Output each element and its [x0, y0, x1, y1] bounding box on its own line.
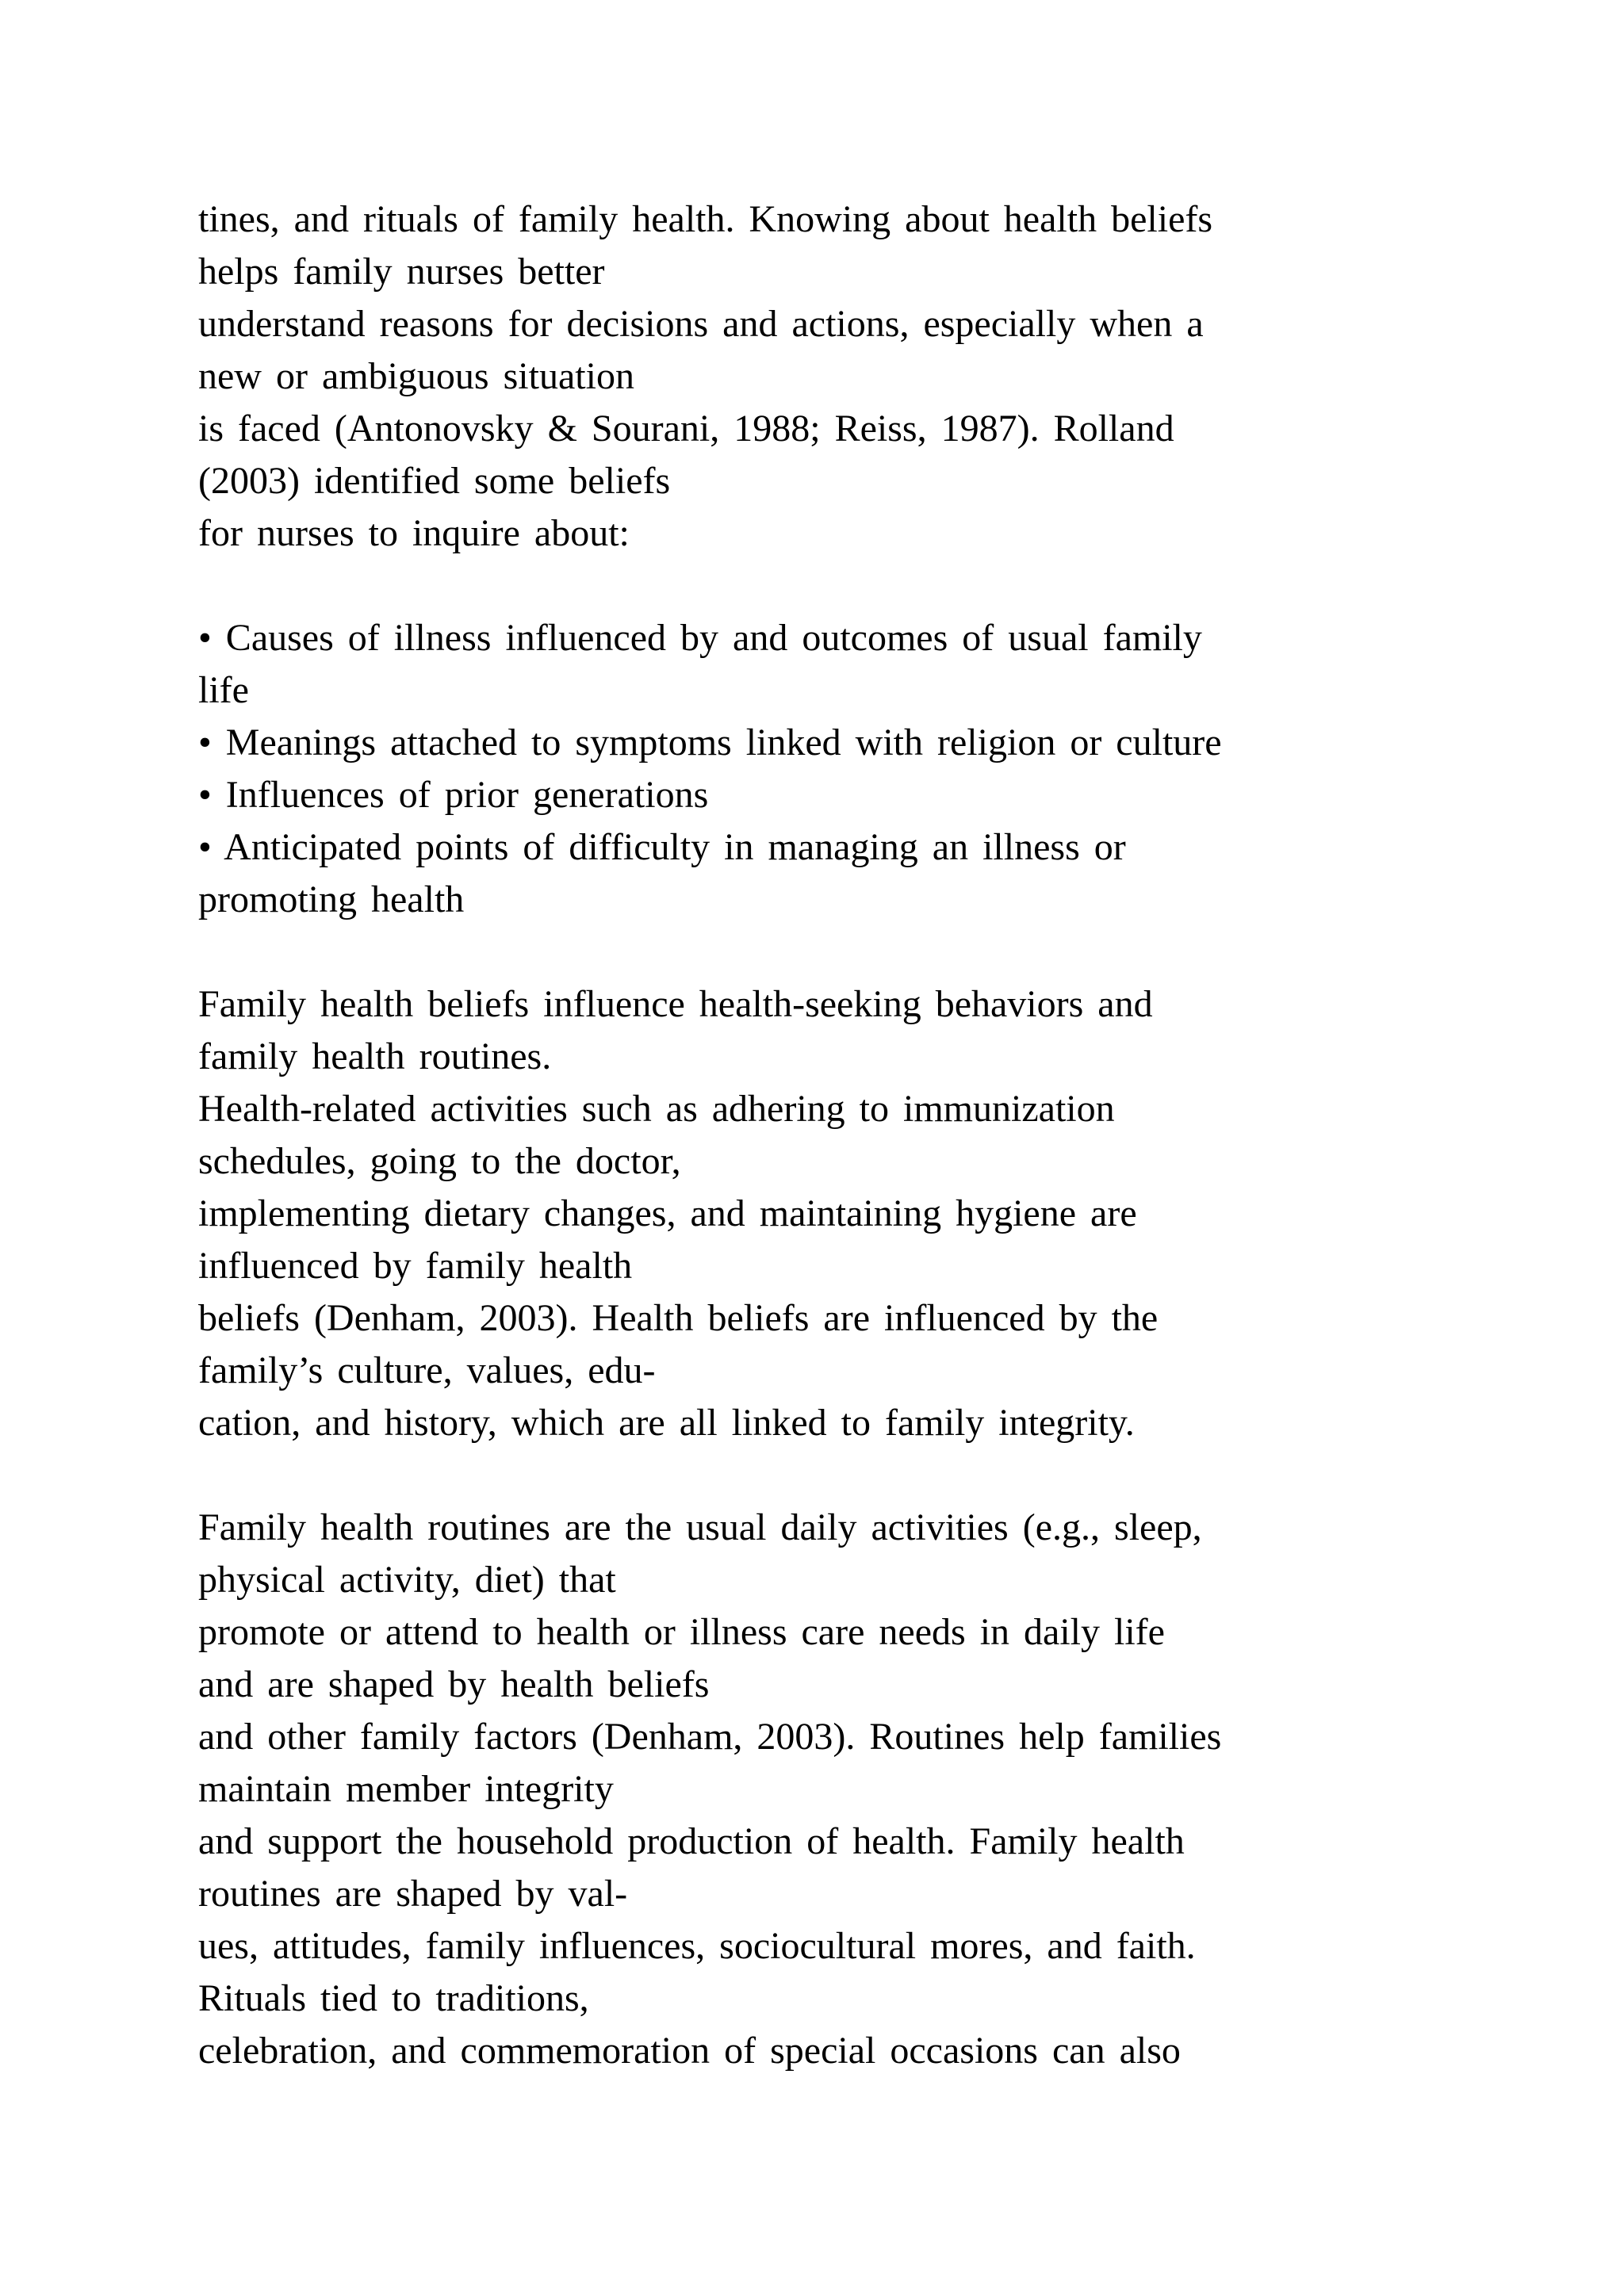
paragraph-gap: [198, 560, 1467, 612]
text-line: cation, and history, which are all linked to family integrity.: [198, 1402, 1135, 1444]
paragraph-health-beliefs: [198, 193, 1467, 560]
text-line: ues, attitudes, family influences, sociocultural mores, and faith.: [198, 1925, 1196, 1967]
paragraph-gap: [198, 1449, 1467, 1502]
text-line: is faced (Antonovsky & Sourani, 1988; Reiss, 1987). Rolland: [198, 408, 1174, 450]
text-line: beliefs (Denham, 2003). Health beliefs are influenced by the: [198, 1297, 1159, 1339]
text-line: new or ambiguous situation: [198, 355, 634, 397]
text-line: and support the household production of health. Family health: [198, 1820, 1185, 1862]
text-line: maintain member integrity: [198, 1768, 614, 1810]
text-line: for nurses to inquire about:: [198, 512, 630, 554]
bullet-list-beliefs: [198, 612, 1467, 926]
paragraph-health-routines: [198, 1502, 1467, 2077]
text-line: promote or attend to health or illness care needs in daily life: [198, 1611, 1165, 1653]
document-body: [198, 193, 1467, 2077]
text-line: physical activity, diet) that: [198, 1559, 616, 1601]
text-line: implementing dietary changes, and maintaining hygiene are: [198, 1192, 1137, 1234]
text-line: Family health routines are the usual daily activities (e.g., sleep,: [198, 1506, 1202, 1548]
bullet-line: • Anticipated points of difficulty in managing an illness or: [198, 826, 1126, 868]
bullet-line: life: [198, 669, 249, 711]
text-line: Rituals tied to traditions,: [198, 1977, 589, 2019]
bullet-line: • Causes of illness influenced by and outcomes of usual family: [198, 617, 1202, 659]
text-line: Family health beliefs influence health-seeking behaviors and: [198, 983, 1153, 1025]
text-line: tines, and rituals of family health. Knowing about health beliefs: [198, 198, 1213, 240]
text-line: (2003) identified some beliefs: [198, 460, 671, 502]
paragraph-gap: [198, 926, 1467, 978]
text-line: family health routines.: [198, 1035, 552, 1077]
text-line: helps family nurses better: [198, 251, 605, 293]
text-line: and other family factors (Denham, 2003). Routines help families: [198, 1716, 1222, 1758]
text-line: family’s culture, values, edu-: [198, 1349, 656, 1391]
text-line: influenced by family health: [198, 1245, 633, 1287]
paragraph-health-seeking: [198, 978, 1467, 1449]
text-line: routines are shaped by val-: [198, 1873, 628, 1915]
text-line: schedules, going to the doctor,: [198, 1140, 681, 1182]
text-line: and are shaped by health beliefs: [198, 1663, 710, 1705]
bullet-line: • Meanings attached to symptoms linked with religion or culture: [198, 721, 1222, 763]
text-line: celebration, and commemoration of special occasions can also: [198, 2030, 1181, 2072]
bullet-line: • Influences of prior generations: [198, 774, 709, 816]
text-line: Health-related activities such as adhering to immunization: [198, 1088, 1115, 1130]
text-line: understand reasons for decisions and actions, especially when a: [198, 303, 1204, 345]
bullet-line: promoting health: [198, 878, 465, 920]
